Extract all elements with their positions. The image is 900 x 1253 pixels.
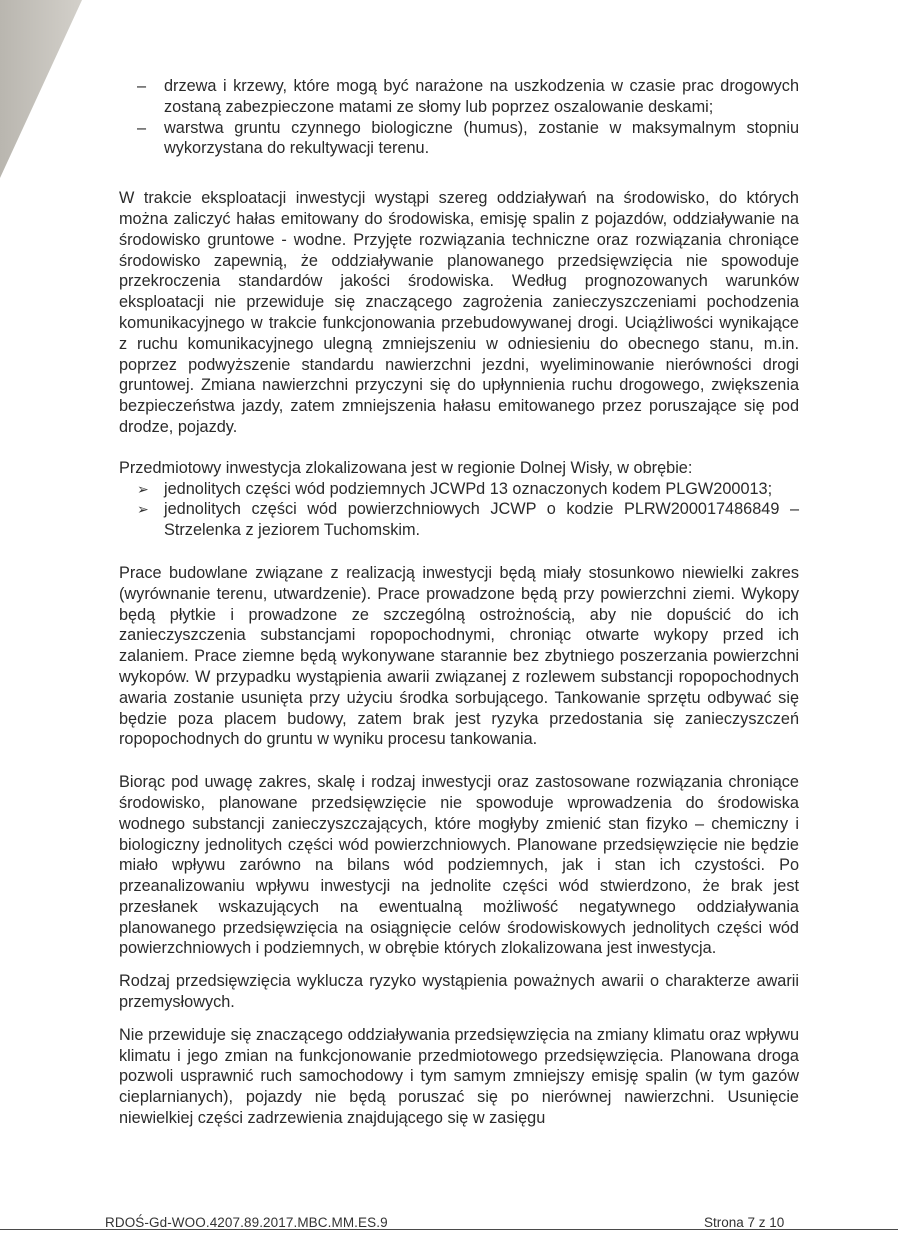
arrow-bullet-icon: ➢ [137,501,149,518]
paragraph-location: Przedmiotowy inwestycja zlokalizowana jest w regionie Dolnej Wisły, w obrębie: [119,458,693,477]
arrow-bullet-icon: ➢ [137,480,149,497]
list-item [119,479,799,500]
list-item-text: warstwa gruntu czynnego biologiczne (humus), zostanie w maksymalnym stopniu wykorzystana do rekultywacji terenu. [164,118,799,158]
list-item-text: jednolitych części wód podziemnych JCWPd 13 oznaczonych kodem PLGW200013; [164,479,773,498]
dash-bullet-icon: – [137,118,147,137]
list-item [119,76,799,118]
list-item [119,118,799,160]
paragraph-exploitation-impacts: W trakcie eksploatacji inwestycji wystąpi szereg oddziaływań na środowisko, do których można zaliczyć hałas emitowany do środowiska, emisję spalin z pojazdów, oddziaływanie na środowisko gruntowe - wodne. Przyjęte rozwiązania techniczne oraz rozwiązania chroniące środowisko zapewnią, że oddziaływanie planowanego przedsięwzięcia nie spowoduje przekroczenia standardów jakości środowiska. Według prognozowanych warunków eksploatacji nie przewiduje się znaczącego zagrożenia zanieczyszczeniami pochodzenia komunikacyjnego w trakcie funkcjonowania przebudowywanej drogi. Uciążliwości wynikające z ruchu komunikacyjnego ulegną zmniejszeniu w odniesieniu do obecnego stanu, m.in. poprzez podwyższenie standardu nawierzchni jezdni, wyeliminowanie nierówności drogi gruntowej. Zmiana nawierzchni przyczyni się do upłynnienia ruchu drogowego, zwiększenia bezpieczeństwa jazdy, zatem zmniejszenia hałasu emitowanego przez poruszające się pod drodze, pojazdy. [119,189,799,436]
paragraph-climate-impact: Nie przewiduje się znaczącego oddziaływania przedsięwzięcia na zmiany klimatu oraz wpływu klimatu i jego zmian na funkcjonowanie przedmiotowego przedsięwzięcia. Planowana droga pozwoli usprawnić ruch samochodowy i tym samym zmniejszy emisję spalin (w tym gazów cieplarnianych), pojazdy nie będą poruszać się po nierównej nawierzchni. Usunięcie niewielkiej części zadrzewienia znajdującego się w zasięgu [119,1025,799,1128]
list-item-text: jednolitych części wód powierzchniowych JCWP o kodzie PLRW200017486849 – Strzelenka z jeziorem Tuchomskim. [164,500,799,540]
document-reference-number: RDOŚ-Gd-WOO.4207.89.2017.MBC.MM.ES.9 [105,1215,388,1230]
dash-bullet-icon: – [137,77,147,95]
list-item-text: drzewa i krzewy, które mogą być narażone na uszkodzenia w czasie prac drogowych zostaną zabezpieczone matami ze słomy lub poprzez oszalowanie deskami; [164,77,799,116]
water-bodies-list [119,479,799,541]
document-page [119,76,799,1129]
paragraph-major-accident-risk: Rodzaj przedsięwzięcia wyklucza ryzyko wystąpienia poważnych awarii o charakterze awarii przemysłowych. [119,972,799,1012]
paragraph-construction-works: Prace budowlane związane z realizacją inwestycji będą miały stosunkowo niewielki zakres (wyrównanie terenu, utwardzenie). Prace prowadzone będą przy powierzchni ziemi. Wykopy będą płytkie i prowadzone ze szczególną ostrożnością, aby nie dopuścić do ich zanieczyszczenia substancjami ropopochodnymi, chroniąc otwarte wykopy przed ich zalaniem. Prace ziemne będą wykonywane starannie bez zbytniego poszerzania powierzchni wykopów. W przypadku wystąpienia awarii związanej z rozlewem substancji ropopochodnych awaria zostanie usunięta przy użyciu środka sorbującego. Tankowanie sprzętu odbywać się będzie poza placem budowy, zatem brak jest ryzyka przedostania się zanieczyszczeń ropopochodnych do gruntu w wyniku procesu tankowania. [119,563,799,749]
page-number: Strona 7 z 10 [704,1215,785,1230]
page-footer [0,1215,900,1248]
list-item [119,499,799,541]
protection-measures-list [119,76,799,159]
scan-edge-shadow [0,0,90,180]
paragraph-water-impact-assessment: Biorąc pod uwagę zakres, skalę i rodzaj inwestycji oraz zastosowane rozwiązania chroniące środowisko, planowane przedsięwzięcie nie spowoduje wprowadzenia do środowiska wodnego substancji zanieczyszczających, które mogłyby zmienić stan fizyko – chemiczny i biologiczny jednolitych części wód powierzchniowych. Planowane przedsięwzięcie nie będzie miało wpływu zarówno na bilans wód podziemnych, jak i stan ich czystości. Po przeanalizowaniu wpływu inwestycji na jednolite części wód stwierdzono, że brak jest przesłanek wskazujących na ewentualną możliwość negatywnego oddziaływania planowanego przedsięwzięcia na osiągnięcie celów środowiskowych jednolitych części wód powierzchniowych i podziemnych, w obrębie których zlokalizowana jest inwestycja. [119,773,799,958]
